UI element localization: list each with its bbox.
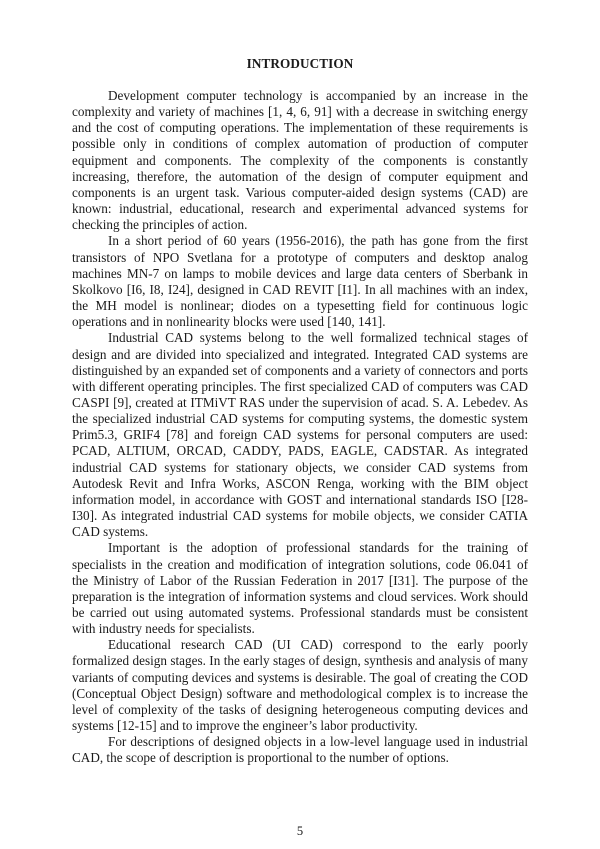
paragraph-educational-cad: Educational research CAD (UI CAD) correspond to the early poorly formalized design stages. In the early stages of design, synthesis and analysis of many variants of computing devices and systems is desirable. The goal of creating the COD (Conceptual Object Design) software and methodological complex is to increase the level of complexity of the tasks of designing heterogeneous computing devices and systems [12-15] and to improve the engineer’s labor productivity. bbox=[72, 637, 528, 734]
section-title: INTRODUCTION bbox=[246, 56, 354, 71]
paragraph-professional-standards: Important is the adoption of professional standards for the training of specialists in the creation and modification of integration solutions, code 06.041 of the Ministry of Labor of the Russian Federation in 2017 [I31]. The purpose of the preparation is the integration of information systems and cloud services. Work should be carried out using automated systems. Professional standards must be consistent with industry needs for specialists. bbox=[72, 540, 528, 637]
paragraph-industrial-cad: Industrial CAD systems belong to the well formalized technical stages of design and are divided into specialized and integrated. Integrated CAD systems are distinguished by an expanded set of components and a variety of connectors and ports with different operating principles. The first specialized CAD of computers was CAD CASPI [9], created at ITMiVT RAS under the supervision of acad. S. A. Lebedev. As the specialized industrial CAD systems for computing systems, the domestic system Prim5.3, GRIF4 [78] and foreign CAD systems for personal computers are used: PCAD, ALTIUM, ORCAD, CADDY, PADS, EAGLE, CADSTAR. As integrated industrial CAD systems for stationary objects, we consider CAD systems from Autodesk Revit and Infra Works, ASCON Renga, working with the BIM object information model, in accordance with GOST and international standards ISO [I28-I30]. As integrated industrial CAD systems for mobile objects, we consider CATIA CAD systems. bbox=[72, 330, 528, 540]
page-number: 5 bbox=[296, 824, 304, 838]
document-page bbox=[72, 56, 528, 767]
paragraph-history: In a short period of 60 years (1956-2016), the path has gone from the first transistors of NPO Svetlana for a prototype of computers and desktop analog machines MN-7 on lamps to mobile devices and large data centers of Sberbank in Skolkovo [I6, I8, I24], designed in CAD REVIT [I1]. In all machines with an index, the MH model is nonlinear; diodes on a typesetting field for continuous logic operations and in nonlinearity blocks were used [140, 141]. bbox=[72, 233, 528, 330]
paragraph-low-level-descriptions: For descriptions of designed objects in a low-level language used in industrial CAD, the scope of description is proportional to the number of options. bbox=[72, 734, 528, 766]
paragraph-intro: Development computer technology is accompanied by an increase in the complexity and variety of machines [1, 4, 6, 91] with a decrease in switching energy and the cost of computing operations. The implementation of these requirements is possible only in conditions of complex automation of production of computer equipment and components. The complexity of the components is constantly increasing, therefore, the automation of the design of computer equipment and components is an urgent task. Various computer-aided design systems (CAD) are known: industrial, educational, research and experimental advanced systems for checking the principles of action. bbox=[72, 88, 528, 233]
